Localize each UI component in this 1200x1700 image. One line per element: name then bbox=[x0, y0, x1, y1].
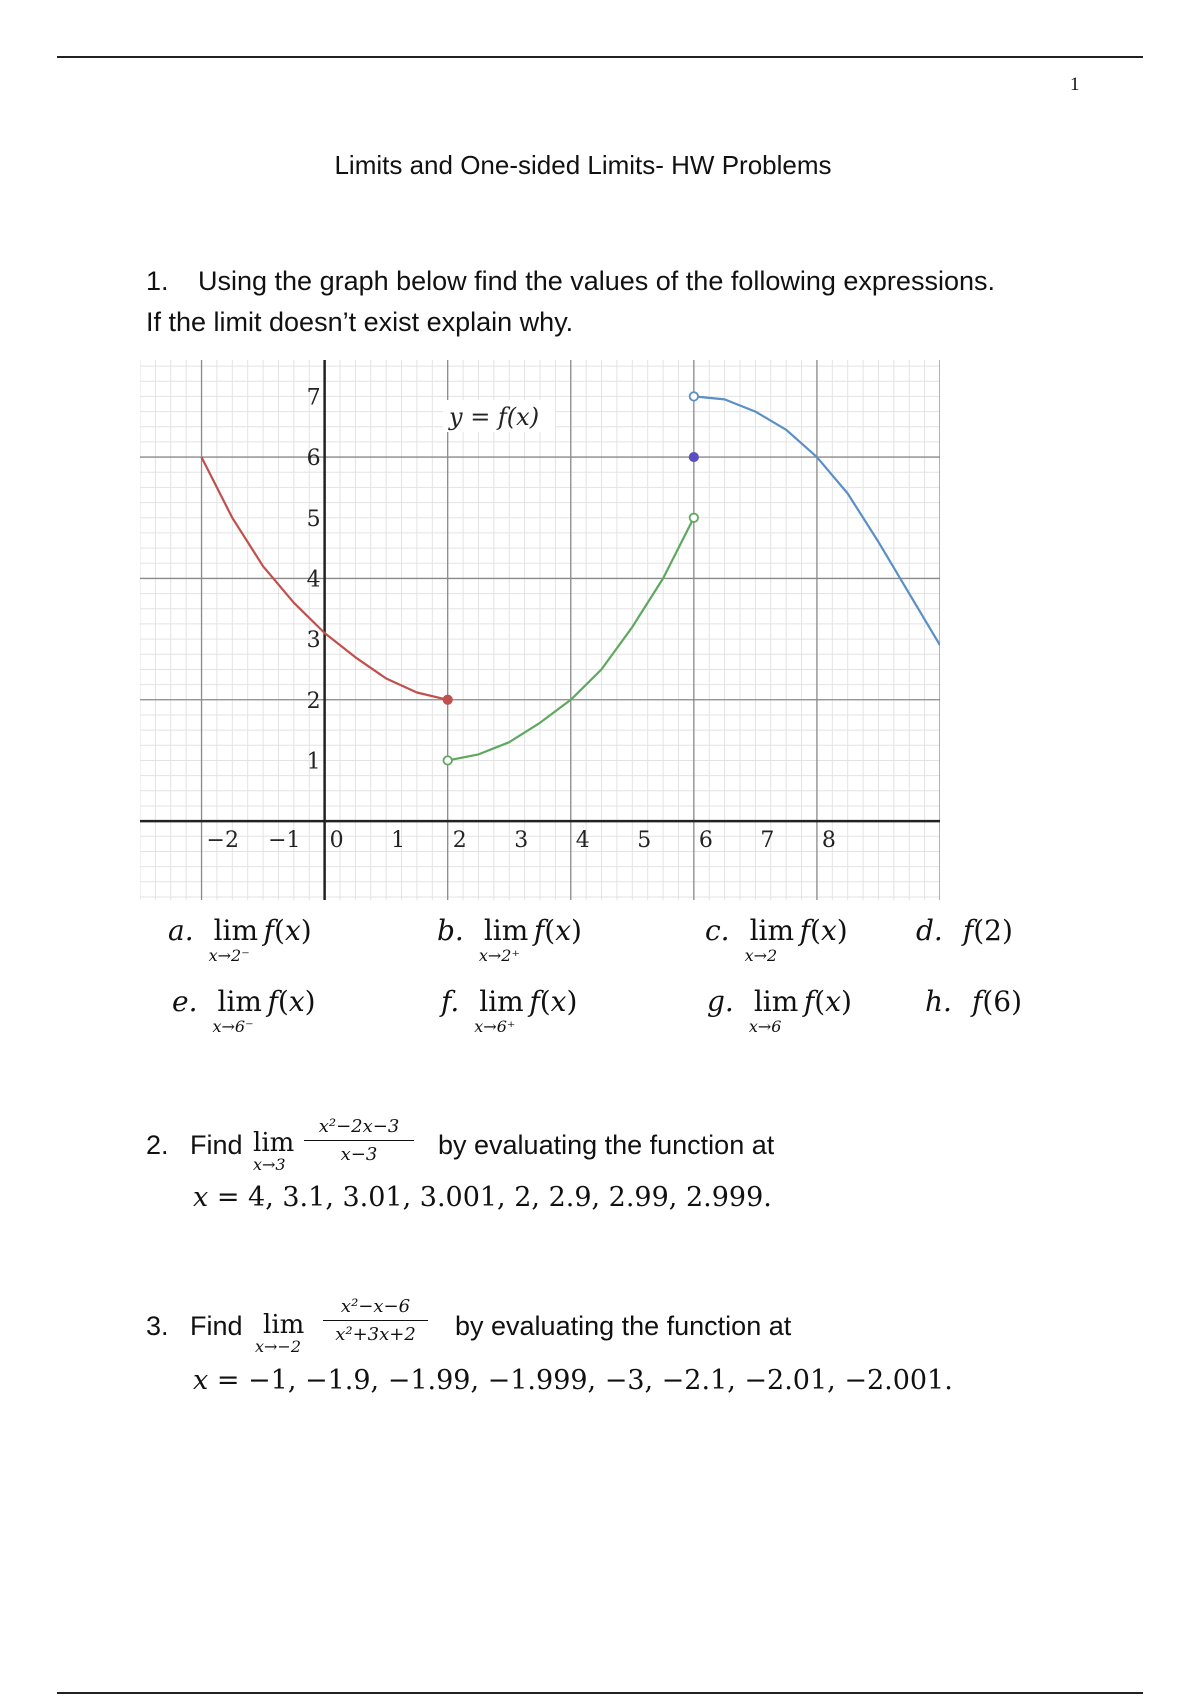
x-tick-label: −1 bbox=[268, 828, 301, 854]
part-g bbox=[707, 985, 852, 1036]
function-expression: f(x) bbox=[803, 985, 852, 1018]
problem-3-numerator: x²−x−6 bbox=[323, 1296, 428, 1321]
closed-point bbox=[443, 696, 451, 704]
part-letter: d. bbox=[916, 914, 943, 947]
problem-2-lim-sub: x→3 bbox=[253, 1155, 286, 1174]
open-point bbox=[690, 514, 698, 522]
limit-operator: lim x→2⁺ bbox=[478, 914, 529, 965]
problem-2-lim: lim bbox=[253, 1128, 295, 1158]
function-expression: f(x) bbox=[533, 914, 582, 947]
part-letter: c. bbox=[705, 914, 730, 947]
problem-1-text bbox=[146, 266, 995, 297]
problem-3-after: by evaluating the function at bbox=[455, 1311, 792, 1341]
x-tick-label: 7 bbox=[760, 828, 775, 854]
limit-operator: lim x→6 bbox=[748, 985, 799, 1036]
x-tick-label: 8 bbox=[821, 828, 836, 854]
function-expression: f(x) bbox=[263, 914, 312, 947]
problem-2-var: x bbox=[193, 1182, 209, 1213]
function-graph bbox=[140, 360, 940, 900]
limit-subscript: x→2 bbox=[744, 946, 778, 965]
y-tick-label: 5 bbox=[306, 506, 321, 532]
part-e bbox=[172, 985, 316, 1036]
problem-3-denominator: x²+3x+2 bbox=[335, 1324, 416, 1345]
function-expression: f(x) bbox=[267, 985, 316, 1018]
minor-grid bbox=[140, 360, 940, 900]
part-letter: b. bbox=[437, 914, 464, 947]
part-b bbox=[437, 914, 582, 965]
problem-3-lim-sub: x→−2 bbox=[255, 1337, 302, 1356]
limit-subscript: x→2⁻ bbox=[208, 946, 250, 965]
problem-2-after: by evaluating the function at bbox=[438, 1130, 775, 1160]
part-a bbox=[168, 914, 312, 965]
problem-1-line1: Using the graph below find the values of the following expressions. bbox=[198, 266, 995, 296]
part-letter: e. bbox=[172, 985, 198, 1018]
bottom-rule bbox=[57, 1692, 1143, 1694]
limit-operator: lim x→6⁺ bbox=[474, 985, 524, 1036]
y-tick-label: 1 bbox=[306, 749, 321, 775]
y-tick-label: 3 bbox=[306, 628, 321, 654]
part-d bbox=[916, 914, 1013, 947]
part-letter: g. bbox=[707, 985, 734, 1018]
x-tick-label: 5 bbox=[637, 828, 652, 854]
problem-1-number: 1. bbox=[146, 266, 169, 296]
problem-3 bbox=[146, 1311, 243, 1342]
part-letter: h. bbox=[925, 985, 952, 1018]
problem-2-value-list: = 4, 3.1, 3.01, 3.001, 2, 2.9, 2.99, 2.999. bbox=[216, 1182, 772, 1213]
part-c bbox=[705, 914, 848, 965]
problem-2-number: 2. bbox=[146, 1130, 169, 1160]
top-rule bbox=[57, 56, 1143, 58]
limit-subscript: x→2⁺ bbox=[478, 946, 520, 965]
limit-operator: lim x→2 bbox=[744, 914, 795, 965]
closed-point bbox=[690, 453, 698, 461]
tick-labels bbox=[207, 385, 836, 853]
x-tick-label: −2 bbox=[206, 828, 239, 854]
limit-subscript: x→6 bbox=[748, 1017, 782, 1036]
problem-2-numerator: x²−2x−3 bbox=[304, 1116, 414, 1141]
x-tick-label: 1 bbox=[391, 828, 406, 854]
problem-2-values bbox=[193, 1182, 772, 1213]
function-expression: f(x) bbox=[799, 914, 848, 947]
part-f bbox=[441, 985, 578, 1036]
page-number: 1 bbox=[1070, 74, 1080, 95]
y-tick-label: 6 bbox=[306, 446, 321, 472]
problem-2 bbox=[146, 1130, 243, 1161]
problem-3-lim: lim bbox=[263, 1310, 305, 1340]
problem-3-number: 3. bbox=[146, 1311, 169, 1341]
problem-2-find: Find bbox=[190, 1130, 243, 1160]
problem-3-var: x bbox=[193, 1365, 209, 1396]
part-letter: f. bbox=[441, 985, 460, 1018]
open-point bbox=[443, 756, 451, 764]
limit-subscript: x→6⁺ bbox=[474, 1017, 516, 1036]
y-tick-label: 7 bbox=[306, 385, 321, 411]
problem-2-fraction bbox=[304, 1116, 414, 1165]
problem-3-fraction bbox=[323, 1296, 428, 1345]
y-tick-label: 4 bbox=[306, 567, 321, 593]
part-h bbox=[925, 985, 1022, 1018]
x-tick-label: 3 bbox=[514, 828, 529, 854]
y-tick-label: 2 bbox=[306, 688, 321, 714]
x-tick-label: 4 bbox=[575, 828, 590, 854]
x-tick-label: 0 bbox=[329, 828, 344, 854]
problem-3-find: Find bbox=[190, 1311, 243, 1341]
x-tick-label: 6 bbox=[698, 828, 713, 854]
limit-subscript: x→6⁻ bbox=[212, 1017, 254, 1036]
graph-title: y = f(x) bbox=[449, 403, 540, 431]
function-expression: f(2) bbox=[962, 914, 1013, 947]
problem-2-denominator: x−3 bbox=[340, 1144, 378, 1165]
page-title: Limits and One-sided Limits- HW Problems bbox=[334, 150, 832, 180]
limit-operator: lim x→6⁻ bbox=[212, 985, 262, 1036]
x-tick-label: 2 bbox=[452, 828, 467, 854]
function-expression: f(6) bbox=[971, 985, 1023, 1018]
limit-operator: lim x→2⁻ bbox=[208, 914, 259, 965]
open-point bbox=[690, 392, 698, 400]
part-letter: a. bbox=[168, 914, 194, 947]
function-expression: f(x) bbox=[529, 985, 578, 1018]
problem-1-line2: If the limit doesn’t exist explain why. bbox=[146, 307, 574, 337]
problem-3-values bbox=[193, 1365, 953, 1396]
problem-3-value-list: = −1, −1.9, −1.99, −1.999, −3, −2.1, −2.01, −2.001. bbox=[216, 1365, 953, 1396]
